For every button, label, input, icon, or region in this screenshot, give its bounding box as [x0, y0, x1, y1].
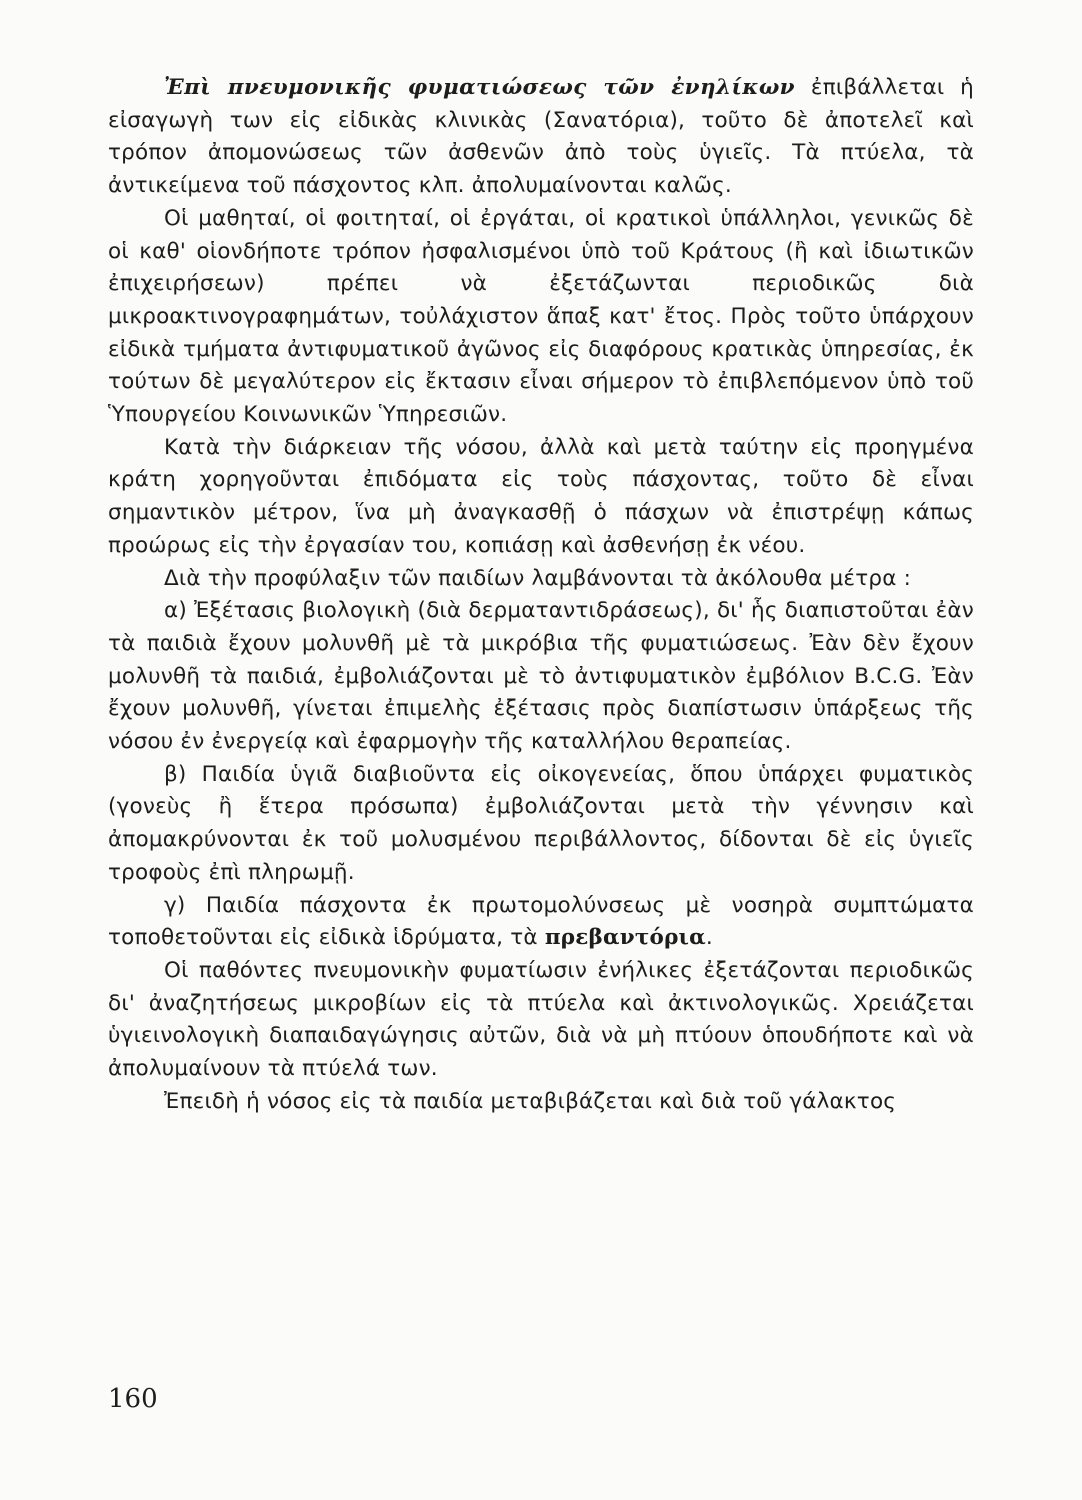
paragraph-text: γ) Παιδία πάσχοντα ἐκ πρωτομολύνσεως μὲ νοσηρὰ συμπτώματα τοποθετοῦνται εἰς εἰδικὰ ἱδρύματα, τὰ	[108, 892, 974, 951]
paragraph-children-measures-intro	[108, 563, 974, 596]
list-item-b	[108, 759, 974, 890]
paragraph-screening	[108, 203, 974, 432]
list-item-a	[108, 595, 974, 759]
paragraph-text: α) Ἐξέτασις βιολογικὴ (διὰ δερματαντιδράσεως), δι' ἧς διαπιστοῦται ἐὰν τὰ παιδιὰ ἔχουν μολυνθῆ μὲ τὰ μικρόβια τῆς φυματιώσεως. Ἐὰν δὲν ἔχουν μολυνθῆ τὰ παιδιά, ἐμβολιάζονται μὲ τὸ ἀντιφυματικὸν ἐμβόλιον B.C.G. Ἐὰν ἔχουν μολυνθῆ, γίνεται ἐπιμελὴς ἐξέτασις πρὸς διαπίστωσιν ὑπάρξεως τῆς νόσου ἐν ἐνεργείᾳ καὶ ἐφαρμογὴν τῆς καταλλήλου θεραπείας.	[108, 598, 974, 755]
paragraph-adult-patients	[108, 955, 974, 1086]
paragraph-benefits	[108, 432, 974, 563]
list-item-c	[108, 890, 974, 955]
paragraph-milk-transmission	[108, 1086, 974, 1119]
body-text	[108, 72, 974, 1119]
paragraph-lead-bold: Ἐπὶ πνευμονικῆς φυματιώσεως τῶν ἐνηλίκων	[164, 75, 796, 100]
page-number: 160	[108, 1384, 158, 1414]
paragraph-text: Οἱ παθόντες πνευμονικὴν φυματίωσιν ἐνήλικες ἐξετάζονται περιοδικῶς δι' ἀναζητήσεως μικροβίων εἰς τὰ πτύελα καὶ ἀκτινολογικῶς. Χρειάζεται ὑγιεινολογικὴ διαπαιδαγώγησις αὐτῶν, διὰ νὰ μὴ πτύουν ὁπουδήποτε καὶ νὰ ἀπολυμαίνουν τὰ πτύελά των.	[108, 957, 974, 1082]
paragraph-tail-bold: πρεβαντόρια	[544, 925, 706, 951]
paragraph-tail-end: .	[705, 925, 713, 951]
paragraph-text: Διὰ τὴν προφύλαξιν τῶν παιδίων λαμβάνονται τὰ ἀκόλουθα μέτρα :	[164, 565, 912, 591]
paragraph-text: ἐπιβάλλεται ἡ εἰσαγωγὴ των εἰς εἰδικὰς κλινικὰς (Σανατόρια), τοῦτο δὲ ἀποτελεῖ καὶ τρόπον ἀπομονώσεως τῶν ἀσθενῶν ἀπὸ τοὺς ὑγιεῖς. Τὰ πτύελα, τὰ ἀντικείμενα τοῦ πάσχοντος κλπ. ἀπολυμαίνονται καλῶς.	[108, 75, 974, 199]
paragraph-text: Οἱ μαθηταί, οἱ φοιτηταί, οἱ ἐργάται, οἱ κρατικοὶ ὑπάλληλοι, γενικῶς δὲ οἱ καθ' οἱονδήποτε τρόπον ἠσφαλισμένοι ὑπὸ τοῦ Κράτους (ἢ καὶ ἰδιωτικῶν ἐπιχειρήσεων) πρέπει νὰ ἐξετάζωνται περιοδικῶς διὰ μικροακτινογραφημάτων, τοὐλάχιστον ἅπαξ κατ' ἔτος. Πρὸς τοῦτο ὑπάρχουν εἰδικὰ τμήματα ἀντιφυματικοῦ ἀγῶνος εἰς διαφόρους κρατικὰς ὑπηρεσίας, ἐκ τούτων δὲ μεγαλύτερον εἰς ἔκτασιν εἶναι σήμερον τὸ ἐπιβλεπόμενον ὑπὸ τοῦ Ὑπουργείου Κοινωνικῶν Ὑπηρεσιῶν.	[108, 205, 974, 428]
paragraph-text: Κατὰ τὴν διάρκειαν τῆς νόσου, ἀλλὰ καὶ μετὰ ταύτην εἰς προηγμένα κράτη χορηγοῦνται ἐπιδόματα εἰς τοὺς πάσχοντας, τοῦτο δὲ εἶναι σημαντικὸν μέτρον, ἵνα μὴ ἀναγκασθῇ ὁ πάσχων νὰ ἐπιστρέψῃ κάπως προώρως εἰς τὴν ἐργασίαν του, κοπιάσῃ καὶ ἀσθενήσῃ ἐκ νέου.	[108, 434, 974, 558]
paragraph-text: β) Παιδία ὑγιᾶ διαβιοῦντα εἰς οἰκογενείας, ὅπου ὑπάρχει φυματικὸς (γονεὺς ἢ ἕτερα πρόσωπα) ἐμβολιάζονται μετὰ τὴν γέννησιν καὶ ἀπομακρύνονται ἐκ τοῦ μολυσμένου περιβάλλοντος, δίδονται δὲ εἰς ὑγιεῖς τροφοὺς ἐπὶ πληρωμῇ.	[108, 761, 974, 885]
paragraph-adult-tuberculosis	[108, 72, 974, 203]
paragraph-text: Ἐπειδὴ ἡ νόσος εἰς τὰ παιδία μεταβιβάζεται καὶ διὰ τοῦ γάλακτος	[164, 1088, 897, 1114]
